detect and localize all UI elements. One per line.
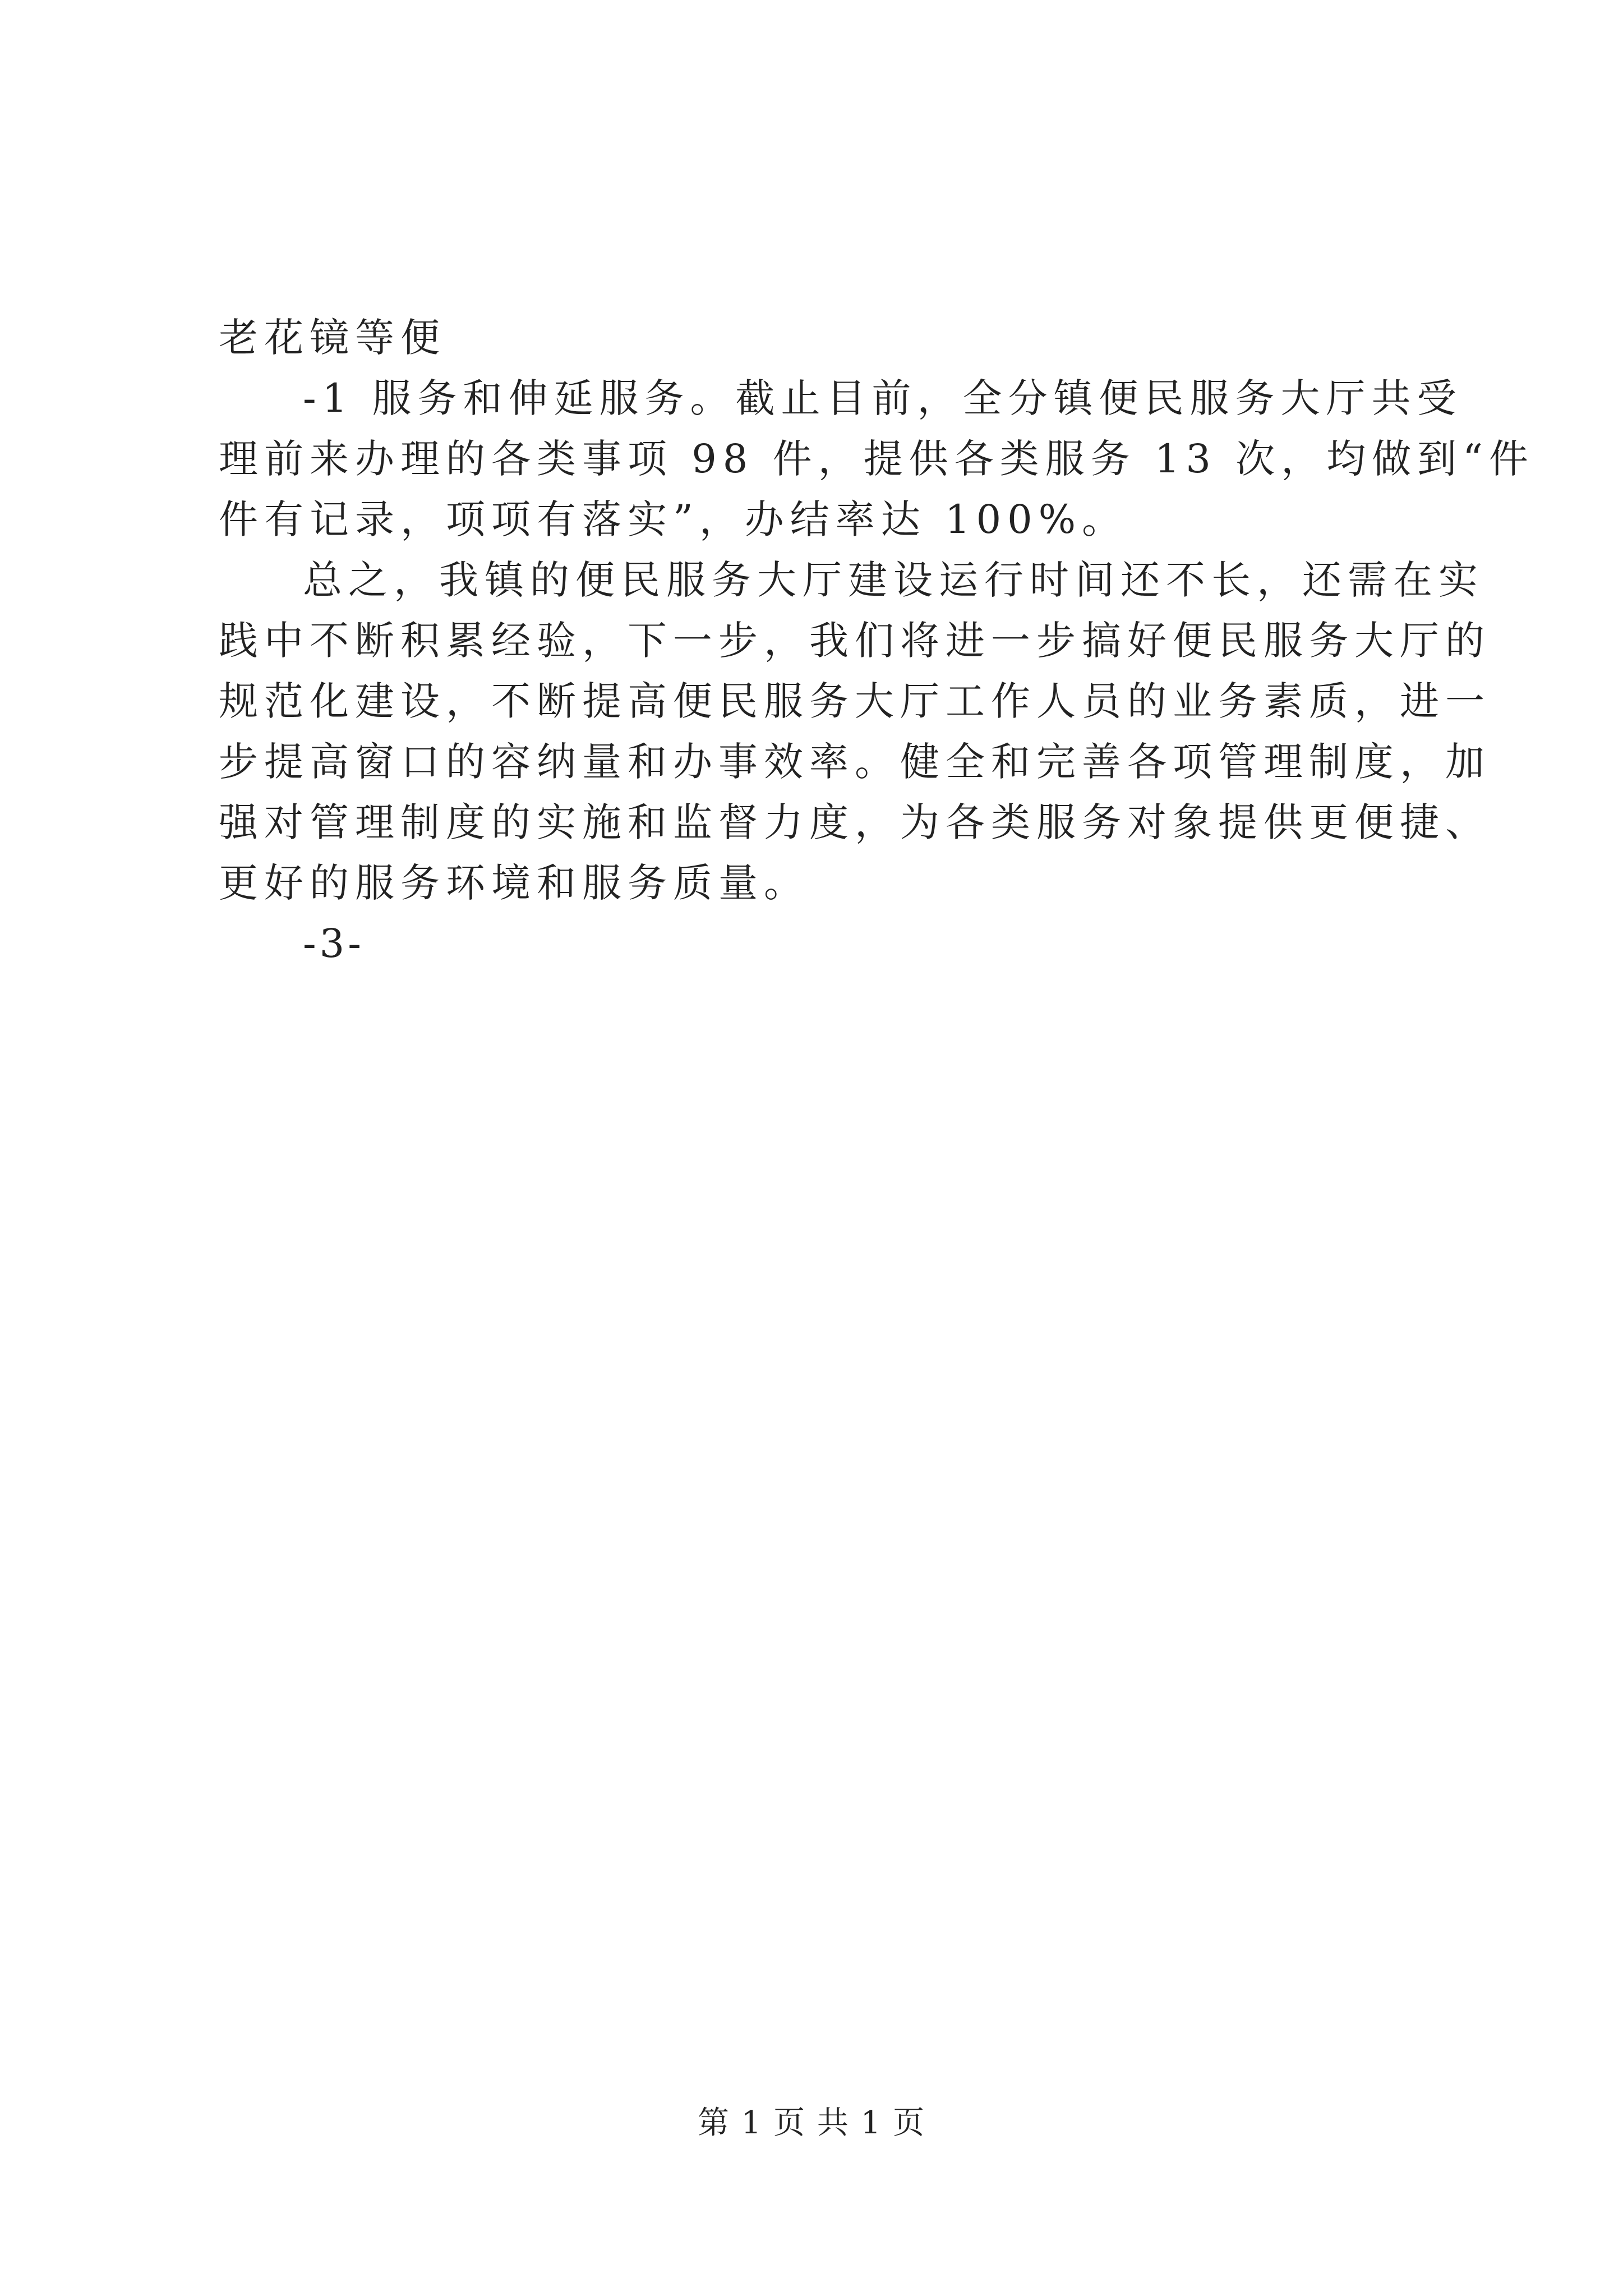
paragraph-line: 总之，我镇的便民服务大厅建设运行时间还不长，还需在实 <box>303 557 1484 603</box>
paragraph-line: 强对管理制度的实施和监督力度，为各类服务对象提供更便捷、 <box>219 799 1491 845</box>
paragraph-conclusion <box>219 550 1491 913</box>
paragraph-line: 理前来办理的各类事项 98 件，提供各类服务 13 次，均做到“件 <box>219 436 1534 482</box>
paragraph-line: 件有记录，项项有落实”，办结率达 100%。 <box>219 496 1128 542</box>
paragraph-line: 步提高窗口的容纳量和办事效率。健全和完善各项管理制度，加 <box>219 739 1491 785</box>
paragraph-line: -1 服务和伸延服务。截止目前，全分镇便民服务大厅共受 <box>303 375 1463 421</box>
opening-fragment: 老花镜等便 <box>219 315 446 361</box>
paragraph-line: 规范化建设，不断提高便民服务大厅工作人员的业务素质，进一 <box>219 678 1491 724</box>
paragraph-service-summary <box>219 368 1534 550</box>
inline-page-number: -3- <box>303 921 365 967</box>
paragraph-line: 更好的服务环境和服务质量。 <box>219 860 809 906</box>
document-body <box>219 307 1534 974</box>
page-footer: 第 1 页 共 1 页 <box>697 2105 926 2141</box>
paragraph-line: 践中不断积累经验，下一步，我们将进一步搞好便民服务大厅的 <box>219 618 1491 664</box>
